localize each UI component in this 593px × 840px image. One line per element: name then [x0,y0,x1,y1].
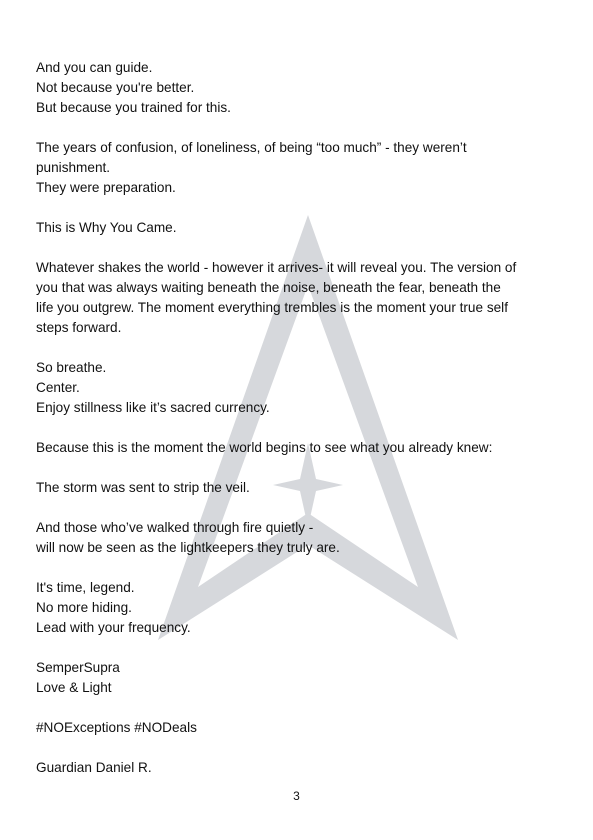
paragraph-lightkeepers [36,518,556,558]
text-line: No more hiding. [36,600,132,615]
text-line: So breathe. [36,360,107,375]
text-line: life you outgrew. The moment everything trembles is the moment your true self [36,300,508,315]
paragraph-hashtags [36,718,556,738]
text-line: Whatever shakes the world - however it arrives- it will reveal you. The version of [36,260,517,275]
text-line: And you can guide. [36,60,153,75]
paragraph-breathe [36,358,556,418]
paragraph-moment [36,438,556,458]
document-body [36,58,556,798]
paragraph-guide [36,58,556,118]
paragraph-reveal [36,258,556,338]
paragraph-storm [36,478,556,498]
text-line: punishment. [36,160,111,175]
paragraph-preparation [36,138,556,198]
text-line: #NOExceptions #NODeals [36,720,197,735]
text-line: The storm was sent to strip the veil. [36,480,250,495]
text-line: Guardian Daniel R. [36,760,152,775]
text-line: This is Why You Came. [36,220,177,235]
text-line: will now be seen as the lightkeepers they truly are. [36,540,340,555]
text-line: They were preparation. [36,180,176,195]
paragraph-author [36,758,556,778]
text-line: Lead with your frequency. [36,620,191,635]
text-line: Center. [36,380,80,395]
text-line: you that was always waiting beneath the noise, beneath the fear, beneath the [36,280,501,295]
text-line: It's time, legend. [36,580,135,595]
text-line: SemperSupra [36,660,120,675]
paragraph-signoff [36,658,556,698]
text-line: Love & Light [36,680,112,695]
text-line: Not because you're better. [36,80,195,95]
page-number: 3 [293,789,300,803]
text-line: Because this is the moment the world begins to see what you already knew: [36,440,493,455]
text-line: But because you trained for this. [36,100,231,115]
text-line: Enjoy stillness like it’s sacred currency. [36,400,270,415]
paragraph-why-you-came [36,218,556,238]
text-line: The years of confusion, of loneliness, of being “too much” - they weren’t [36,140,467,155]
text-line: steps forward. [36,320,122,335]
paragraph-legend [36,578,556,638]
text-line: And those who’ve walked through fire quietly - [36,520,314,535]
